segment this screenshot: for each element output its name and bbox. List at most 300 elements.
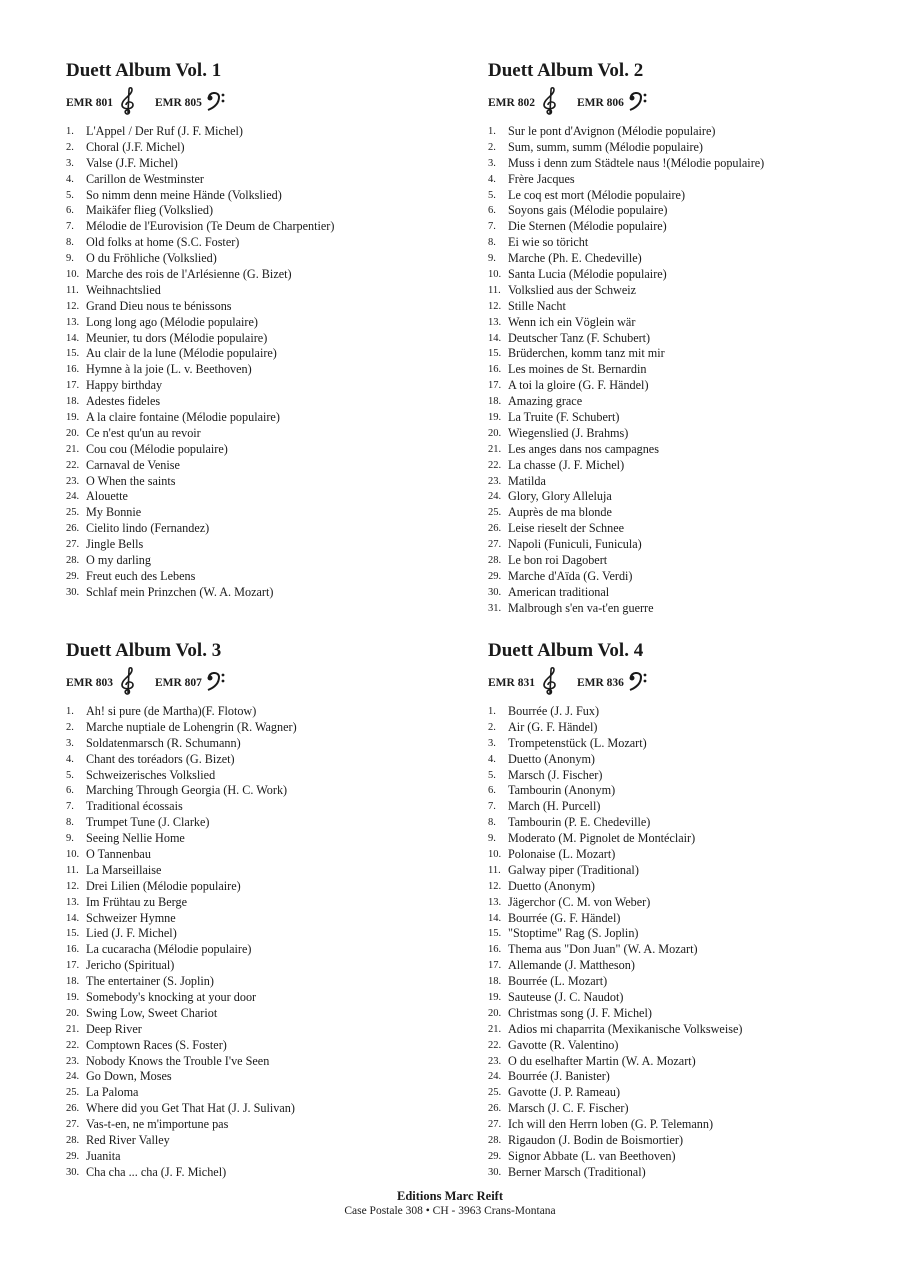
item-number: 6.	[488, 205, 496, 217]
item-number: 16.	[488, 364, 502, 376]
list-item	[488, 1054, 900, 1070]
list-item	[66, 251, 486, 267]
item-number: 12.	[66, 880, 80, 892]
item-title: Gavotte (R. Valentino)	[508, 1037, 619, 1052]
item-title: Bourrée (L. Mozart)	[508, 974, 608, 989]
list-item	[488, 299, 900, 315]
list-item	[488, 895, 900, 911]
track-list	[488, 124, 900, 617]
list-item	[488, 847, 900, 863]
item-number: 14.	[488, 332, 502, 344]
list-item	[66, 378, 486, 394]
treble-edition-code: EMR 803	[66, 677, 113, 689]
item-number: 23.	[488, 475, 502, 487]
item-title: O Tannenbau	[86, 847, 151, 862]
item-number: 3.	[66, 737, 74, 749]
item-title: Frère Jacques	[508, 171, 575, 186]
item-number: 3.	[488, 157, 496, 169]
list-item	[488, 1117, 900, 1133]
item-number: 2.	[66, 721, 74, 733]
item-number: 27.	[66, 1119, 80, 1131]
list-item	[488, 505, 900, 521]
track-list	[488, 704, 900, 1181]
item-number: 22.	[66, 459, 80, 471]
item-title: Tambourin (P. E. Chedeville)	[508, 815, 651, 830]
item-title: The entertainer (S. Joplin)	[86, 974, 214, 989]
item-title: Les anges dans nos campagnes	[508, 441, 659, 456]
item-title: Schlaf mein Prinzchen (W. A. Mozart)	[86, 584, 274, 599]
list-item	[66, 1038, 486, 1054]
item-title: Galway piper (Traditional)	[508, 862, 639, 877]
item-number: 28.	[66, 1135, 80, 1147]
list-item	[66, 537, 486, 553]
item-title: O du eselhafter Martin (W. A. Mozart)	[508, 1053, 696, 1068]
item-number: 6.	[488, 785, 496, 797]
item-title: Happy birthday	[86, 378, 163, 393]
item-title: Alouette	[86, 489, 128, 504]
item-number: 8.	[488, 237, 496, 249]
item-number: 19.	[488, 412, 502, 424]
list-item	[488, 1038, 900, 1054]
item-title: Matilda	[508, 473, 546, 488]
item-title: Long long ago (Mélodie populaire)	[86, 314, 258, 329]
list-item	[488, 442, 900, 458]
item-title: Weihnachtslied	[86, 282, 161, 297]
list-item	[66, 879, 486, 895]
list-item	[66, 458, 486, 474]
item-number: 30.	[488, 586, 502, 598]
list-item	[488, 752, 900, 768]
list-item	[488, 140, 900, 156]
item-number: 19.	[488, 992, 502, 1004]
item-title: Somebody's knocking at your door	[86, 990, 257, 1005]
item-number: 4.	[488, 753, 496, 765]
item-number: 5.	[66, 769, 74, 781]
item-number: 7.	[488, 801, 496, 813]
list-item	[488, 251, 900, 267]
item-number: 11.	[488, 284, 501, 296]
item-title: Trumpet Tune (J. Clarke)	[86, 815, 210, 830]
item-title: Jägerchor (C. M. von Weber)	[508, 894, 651, 909]
list-item	[66, 235, 486, 251]
item-title: Tambourin (Anonym)	[508, 783, 616, 798]
item-title: O When the saints	[86, 473, 176, 488]
item-title: Duetto (Anonym)	[508, 878, 595, 893]
item-number: 4.	[66, 753, 74, 765]
list-item	[66, 863, 486, 879]
list-item	[488, 331, 900, 347]
list-item	[488, 474, 900, 490]
item-title: Duetto (Anonym)	[508, 751, 595, 766]
list-item	[488, 458, 900, 474]
item-title: Stille Nacht	[508, 298, 566, 313]
list-item	[488, 879, 900, 895]
item-number: 3.	[488, 737, 496, 749]
item-title: Seeing Nellie Home	[86, 831, 185, 846]
item-number: 18.	[488, 396, 502, 408]
item-number: 7.	[488, 221, 496, 233]
item-title: Drei Lilien (Mélodie populaire)	[86, 878, 241, 893]
item-title: "Stoptime" Rag (S. Joplin)	[508, 926, 639, 941]
list-item	[66, 1165, 486, 1181]
item-title: So nimm denn meine Hände (Volkslied)	[86, 187, 282, 202]
item-title: La Truite (F. Schubert)	[508, 410, 620, 425]
item-number: 12.	[488, 300, 502, 312]
item-title: Comptown Races (S. Foster)	[86, 1037, 227, 1052]
item-title: Bourrée (J. Banister)	[508, 1069, 610, 1084]
item-number: 2.	[66, 141, 74, 153]
bass-edition-code: EMR 807	[154, 677, 202, 689]
item-number: 27.	[488, 1119, 502, 1131]
item-number: 16.	[66, 944, 80, 956]
item-title: Mélodie de l'Eurovision (Te Deum de Charpentier)	[86, 219, 335, 234]
album-vol-4	[488, 640, 900, 1181]
list-item	[488, 815, 900, 831]
item-title: Amazing grace	[508, 394, 583, 409]
item-number: 19.	[66, 412, 80, 424]
list-item	[488, 553, 900, 569]
album-title: Duett Album Vol. 3	[66, 640, 222, 661]
item-title: Bourrée (G. F. Händel)	[508, 910, 621, 925]
item-number: 29.	[488, 1150, 502, 1162]
item-number: 18.	[66, 976, 80, 988]
list-item	[66, 188, 486, 204]
list-item	[66, 283, 486, 299]
item-title: Auprès de ma blonde	[508, 505, 612, 520]
item-title: Schweizer Hymne	[86, 910, 176, 925]
item-title: Rigaudon (J. Bodin de Boismortier)	[508, 1133, 684, 1148]
list-item	[66, 1022, 486, 1038]
item-number: 15.	[66, 928, 80, 940]
item-number: 12.	[66, 300, 80, 312]
item-title: Glory, Glory Alleluja	[508, 489, 612, 504]
list-item	[488, 911, 900, 927]
item-title: American traditional	[508, 584, 610, 599]
item-title: Volkslied aus der Schweiz	[508, 282, 637, 297]
edition-codes	[66, 662, 486, 696]
item-number: 22.	[488, 1039, 502, 1051]
list-item	[488, 219, 900, 235]
item-title: Wenn ich ein Vöglein wär	[508, 314, 636, 329]
item-title: Red River Valley	[86, 1133, 170, 1148]
list-item	[66, 942, 486, 958]
item-title: Grand Dieu nous te bénissons	[86, 298, 232, 313]
list-item	[66, 267, 486, 283]
item-number: 10.	[488, 849, 502, 861]
list-item	[488, 188, 900, 204]
item-number: 11.	[66, 864, 79, 876]
list-item	[488, 378, 900, 394]
list-item	[488, 1069, 900, 1085]
bass-clef-icon	[626, 666, 652, 696]
item-number: 29.	[66, 570, 80, 582]
item-title: Ce n'est qu'un au revoir	[86, 425, 201, 440]
item-title: Lied (J. F. Michel)	[86, 926, 177, 941]
list-item	[66, 1069, 486, 1085]
bass-edition-code: EMR 805	[154, 97, 202, 109]
item-number: 9.	[66, 833, 74, 845]
item-number: 14.	[66, 912, 80, 924]
item-title: La Paloma	[86, 1085, 139, 1100]
edition-codes	[488, 82, 900, 116]
item-title: Cielito lindo (Fernandez)	[86, 521, 210, 536]
item-number: 7.	[66, 801, 74, 813]
item-number: 26.	[66, 1103, 80, 1115]
item-number: 16.	[488, 944, 502, 956]
item-number: 13.	[488, 316, 502, 328]
list-item	[488, 926, 900, 942]
item-title: Old folks at home (S.C. Foster)	[86, 235, 240, 250]
list-item	[66, 1085, 486, 1101]
bass-edition-code: EMR 836	[576, 677, 624, 689]
list-item	[488, 1006, 900, 1022]
item-number: 17.	[66, 960, 80, 972]
item-number: 25.	[66, 507, 80, 519]
item-number: 6.	[66, 785, 74, 797]
item-number: 18.	[66, 396, 80, 408]
list-item	[66, 346, 486, 362]
item-number: 28.	[488, 555, 502, 567]
list-item	[66, 505, 486, 521]
item-number: 13.	[66, 896, 80, 908]
item-title: Vas-t-en, ne m'importune pas	[86, 1117, 229, 1132]
item-number: 20.	[488, 427, 502, 439]
item-number: 30.	[66, 1166, 80, 1178]
bass-clef-icon	[204, 666, 230, 696]
item-number: 17.	[488, 960, 502, 972]
item-number: 4.	[488, 173, 496, 185]
list-item	[66, 847, 486, 863]
item-number: 23.	[66, 475, 80, 487]
item-number: 13.	[488, 896, 502, 908]
publisher-name: Editions Marc Reift	[396, 1189, 503, 1203]
item-number: 30.	[488, 1166, 502, 1178]
item-title: Berner Marsch (Traditional)	[508, 1164, 646, 1179]
item-title: Adestes fideles	[86, 394, 161, 409]
edition-codes	[66, 82, 486, 116]
item-title: Nobody Knows the Trouble I've Seen	[86, 1053, 270, 1068]
item-number: 31.	[488, 602, 502, 614]
item-title: Die Sternen (Mélodie populaire)	[508, 219, 667, 234]
item-title: Chant des toréadors (G. Bizet)	[86, 751, 235, 766]
list-item	[488, 799, 900, 815]
item-number: 24.	[488, 491, 502, 503]
item-number: 22.	[488, 459, 502, 471]
list-item	[66, 752, 486, 768]
list-item	[66, 394, 486, 410]
list-item	[488, 1149, 900, 1165]
item-number: 1.	[66, 706, 74, 717]
item-title: Traditional écossais	[86, 799, 183, 814]
list-item	[66, 990, 486, 1006]
list-item	[66, 474, 486, 490]
list-item	[488, 394, 900, 410]
item-title: Soldatenmarsch (R. Schumann)	[86, 735, 241, 750]
item-number: 21.	[488, 443, 502, 455]
item-title: Air (G. F. Händel)	[508, 719, 598, 734]
item-title: Valse (J.F. Michel)	[86, 155, 178, 170]
list-item	[66, 331, 486, 347]
item-number: 20.	[66, 427, 80, 439]
list-item	[488, 235, 900, 251]
list-item	[488, 410, 900, 426]
bass-edition	[155, 86, 230, 116]
list-item	[66, 442, 486, 458]
treble-edition-code: EMR 831	[488, 677, 535, 689]
item-title: Soyons gais (Mélodie populaire)	[508, 203, 668, 218]
treble-edition-code: EMR 802	[488, 97, 535, 109]
list-item	[66, 315, 486, 331]
list-item	[488, 942, 900, 958]
list-item	[66, 1133, 486, 1149]
item-number: 2.	[488, 141, 496, 153]
item-title: Muss i denn zum Städtele naus !(Mélodie populaire)	[508, 155, 765, 170]
item-title: Go Down, Moses	[86, 1069, 172, 1084]
list-item	[66, 1054, 486, 1070]
item-number: 21.	[66, 443, 80, 455]
list-item	[66, 783, 486, 799]
list-item	[66, 203, 486, 219]
item-number: 9.	[488, 833, 496, 845]
item-number: 20.	[66, 1007, 80, 1019]
bass-edition	[155, 666, 230, 696]
item-number: 28.	[488, 1135, 502, 1147]
item-title: Signor Abbate (L. van Beethoven)	[508, 1148, 676, 1163]
item-title: O du Fröhliche (Volkslied)	[86, 251, 217, 266]
item-title: Marsch (J. C. F. Fischer)	[508, 1101, 629, 1116]
list-item	[66, 299, 486, 315]
item-number: 11.	[66, 284, 79, 296]
list-item	[66, 974, 486, 990]
item-number: 24.	[66, 1071, 80, 1083]
list-item	[488, 346, 900, 362]
list-item	[66, 1006, 486, 1022]
list-item	[66, 1101, 486, 1117]
item-number: 29.	[488, 570, 502, 582]
item-title: Trompetenstück (L. Mozart)	[508, 735, 647, 750]
item-number: 21.	[488, 1023, 502, 1035]
item-title: A la claire fontaine (Mélodie populaire)	[86, 410, 280, 425]
item-title: Maikäfer flieg (Volkslied)	[86, 203, 214, 218]
item-number: 24.	[488, 1071, 502, 1083]
item-number: 27.	[488, 539, 502, 551]
list-item	[488, 768, 900, 784]
item-title: Le bon roi Dagobert	[508, 553, 608, 568]
item-number: 15.	[488, 348, 502, 360]
item-number: 2.	[488, 721, 496, 733]
list-item	[488, 283, 900, 299]
list-item	[66, 815, 486, 831]
item-number: 22.	[66, 1039, 80, 1051]
list-item	[488, 203, 900, 219]
item-title: Adios mi chaparrita (Mexikanische Volksweise)	[508, 1021, 743, 1036]
item-number: 30.	[66, 586, 80, 598]
list-item	[66, 219, 486, 235]
list-item	[66, 140, 486, 156]
item-number: 4.	[66, 173, 74, 185]
item-number: 26.	[66, 523, 80, 535]
list-item	[66, 911, 486, 927]
item-title: Marsch (J. Fischer)	[508, 767, 603, 782]
item-title: Malbrough s'en va-t'en guerre	[508, 600, 654, 615]
list-item	[66, 926, 486, 942]
item-number: 3.	[66, 157, 74, 169]
list-item	[488, 831, 900, 847]
list-item	[66, 362, 486, 378]
item-title: Christmas song (J. F. Michel)	[508, 1005, 652, 1020]
item-number: 5.	[66, 189, 74, 201]
list-item	[66, 489, 486, 505]
item-title: Deep River	[86, 1021, 142, 1036]
item-number: 9.	[488, 253, 496, 265]
item-number: 12.	[488, 880, 502, 892]
item-title: Swing Low, Sweet Chariot	[86, 1005, 218, 1020]
item-number: 5.	[488, 769, 496, 781]
item-title: Hymne à la joie (L. v. Beethoven)	[86, 362, 252, 377]
item-title: Sur le pont d'Avignon (Mélodie populaire)	[508, 124, 716, 138]
list-item	[488, 315, 900, 331]
list-item	[66, 799, 486, 815]
list-item	[488, 1022, 900, 1038]
album-title: Duett Album Vol. 4	[488, 640, 644, 661]
item-number: 10.	[66, 849, 80, 861]
item-title: Leise rieselt der Schnee	[508, 521, 625, 536]
list-item	[488, 585, 900, 601]
list-item	[66, 895, 486, 911]
item-title: A toi la gloire (G. F. Händel)	[508, 378, 649, 393]
item-number: 8.	[66, 817, 74, 829]
list-item	[488, 1101, 900, 1117]
list-item	[66, 553, 486, 569]
list-item	[488, 362, 900, 378]
item-title: Cou cou (Mélodie populaire)	[86, 441, 228, 456]
item-number: 15.	[66, 348, 80, 360]
item-number: 25.	[488, 1087, 502, 1099]
item-title: Choral (J.F. Michel)	[86, 139, 185, 154]
item-title: Im Frühtau zu Berge	[86, 894, 187, 909]
item-title: Cha cha ... cha (J. F. Michel)	[86, 1164, 227, 1179]
list-item	[488, 601, 900, 617]
item-title: Marching Through Georgia (H. C. Work)	[86, 783, 288, 798]
publisher-footer	[0, 1188, 900, 1219]
bass-clef-icon	[626, 86, 652, 116]
list-item	[488, 1133, 900, 1149]
list-item	[66, 831, 486, 847]
bass-edition	[577, 666, 652, 696]
item-title: Au clair de la lune (Mélodie populaire)	[86, 346, 277, 361]
item-title: Meunier, tu dors (Mélodie populaire)	[86, 330, 268, 345]
item-number: 23.	[488, 1055, 502, 1067]
list-item	[66, 585, 486, 601]
list-item	[488, 156, 900, 172]
list-item	[488, 974, 900, 990]
item-number: 21.	[66, 1023, 80, 1035]
list-item	[66, 736, 486, 752]
list-item	[66, 1149, 486, 1165]
bass-clef-icon	[204, 86, 230, 116]
list-item	[66, 768, 486, 784]
item-title: Marche des rois de l'Arlésienne (G. Bizet)	[86, 267, 292, 282]
item-title: Marche (Ph. E. Chedeville)	[508, 251, 642, 266]
list-item	[66, 1117, 486, 1133]
list-item	[488, 736, 900, 752]
item-number: 25.	[488, 507, 502, 519]
item-number: 18.	[488, 976, 502, 988]
list-item	[488, 172, 900, 188]
item-number: 25.	[66, 1087, 80, 1099]
item-title: March (H. Purcell)	[508, 799, 601, 814]
list-item	[66, 124, 486, 140]
